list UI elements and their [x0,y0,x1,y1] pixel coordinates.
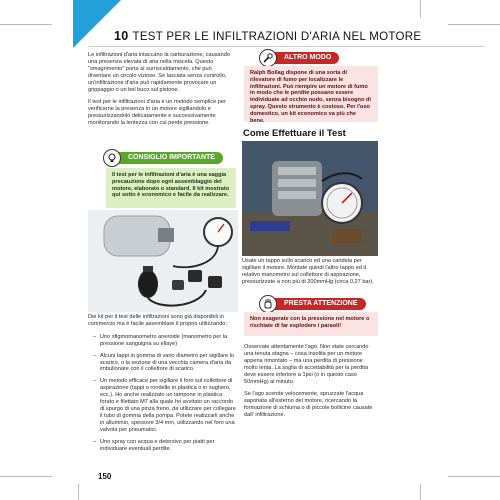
intro-paragraph: Le infiltrazioni d'aria intaccano la carburazione, causando una presenza elevata di aria nella miscela. Questo "smagrimento" porta al surriscaldamento, che può diventare un circolo vizioso. Se lasciata senza controllo, un'infiltrazione d'aria può rapidamente provocare un grippaggio o un bel buco sul pistone. [88,52,230,93]
kit-list [93,334,236,453]
kit-intro: Dei kit per il test delle infiltrazioni sono già disponibili in commercio ma è facile assemblare il proprio utilizzando: [88,314,227,327]
tip-label [106,152,223,164]
chapter-title: TEST PER LE INFILTRAZIONI D'ARIA NEL MOTORE [132,31,422,43]
crop-mark [78,484,79,500]
tip-box [106,168,236,208]
list-item: – Uno spray con acqua e detersivo per piatti per individuare eventuali perdite. [93,439,236,453]
list-item: – Un metodo efficace per sigillare il foro sul collettore di aspirazione (tappi o rondelle in plastica o in sughero, ecc.). Ho anche realizzato un tampone in plastica forato e filettato M7 alla quale ho avvitato un raccordo di spurgo di una pinza freno, da utilizzare per collegare il tubo di gomma della pompa. Potete realizzarli anche in alluminio, spessore 3/4 mm, utilizzando nel foro una valvola per pneumatici. [93,378,236,433]
observe-paragraph: Se l'ago scende velocemente, spruzzate l'acqua saponata all'esterno del motore, ricercando la formazione di schiuma o di piccole bollicine causate dall' infiltrazione. [244,391,373,419]
wrench-icon [259,49,277,67]
tip-text: Il test per le infiltrazioni d'aria è una saggia precauzione dopo ogni assemblaggio del motore, elaborato o standard. Il kit mostrato qui sotto è economico e facile da realizzare. [112,172,230,199]
crop-mark [0,24,52,25]
test-kit-photo [88,210,238,312]
warning-text: Non esagerate con la pressione nel motore o rischiate di far esplodere i paraoli! [250,316,370,329]
hand-icon [259,295,277,313]
list-item: – Alcuni tappi in gomma di vario diametro per sigillare lo scarico, o la sezione di una vecchia camera d'aria da imbullonare con il collettore di scarico. [93,353,236,374]
alt-text: Ralph Bollag dispone di una sorta di rilevatore di fumo per localizzare le infiltrazioni. Può riempire un motore di fumo in modo che le perdite possano essere individuate ad occhio nudo, senza bisogno di spray. Questo strumento è costoso. Per l'uso domestico, un kit economico va più che bene. [250,70,371,124]
alt-label [262,52,339,64]
section-heading: Come Effettuare il Test [243,128,346,139]
kit-section [88,314,236,457]
chapter-number: 10 [114,29,129,43]
alt-label-text: ALTRO MODO [284,54,332,61]
crop-mark [448,476,500,477]
alt-box [244,66,378,122]
observe-section [244,344,378,425]
crop-mark [420,484,421,500]
observe-paragraph: Osservate attentamente l'ago. Non state cercando una tenuta stagna – cosa insolita per un motore appena rimontato – ma una perdita di pressione molto lenta. La soglia di accettabilità per la perdita deve essere inferiore a 1psi (o in questo caso 50mmHg) al minuto. [244,344,369,385]
crop-mark [420,0,421,18]
page-number: 150 [98,472,112,481]
intro-text [88,52,234,133]
intro-paragraph: Il test per le infiltrazioni d'aria è un metodo semplice per verificarne la presenza in un motore sigillandolo e pressurizzandolo delicatamente e successivamente monitorando la lentezza con cui perde pressione. [88,99,226,127]
crop-mark [448,24,500,25]
crop-mark [0,476,52,477]
warning-label [262,298,366,310]
engine-test-photo [242,141,378,256]
warning-box [244,312,378,336]
page-title [114,29,421,43]
title-divider [88,46,484,47]
tip-label-text: CONSIGLIO IMPORTANTE [128,154,215,161]
list-item: – Uno sfigmomanometro aneroide (manometro per la pressione sanguigna su ellaye) [93,334,236,348]
photo-caption: Usate un tappo sullo scarico ed una candela per sigillare il motore. Montate quindi l'altro tappo ed il relativo manometro sul collettore di aspirazione, pressurizzate a non più di 200mmHg (circa 0,27 bar). [242,258,374,285]
lightbulb-icon [103,149,121,167]
warning-label-text: PRESTA ATTENZIONE [284,300,358,307]
